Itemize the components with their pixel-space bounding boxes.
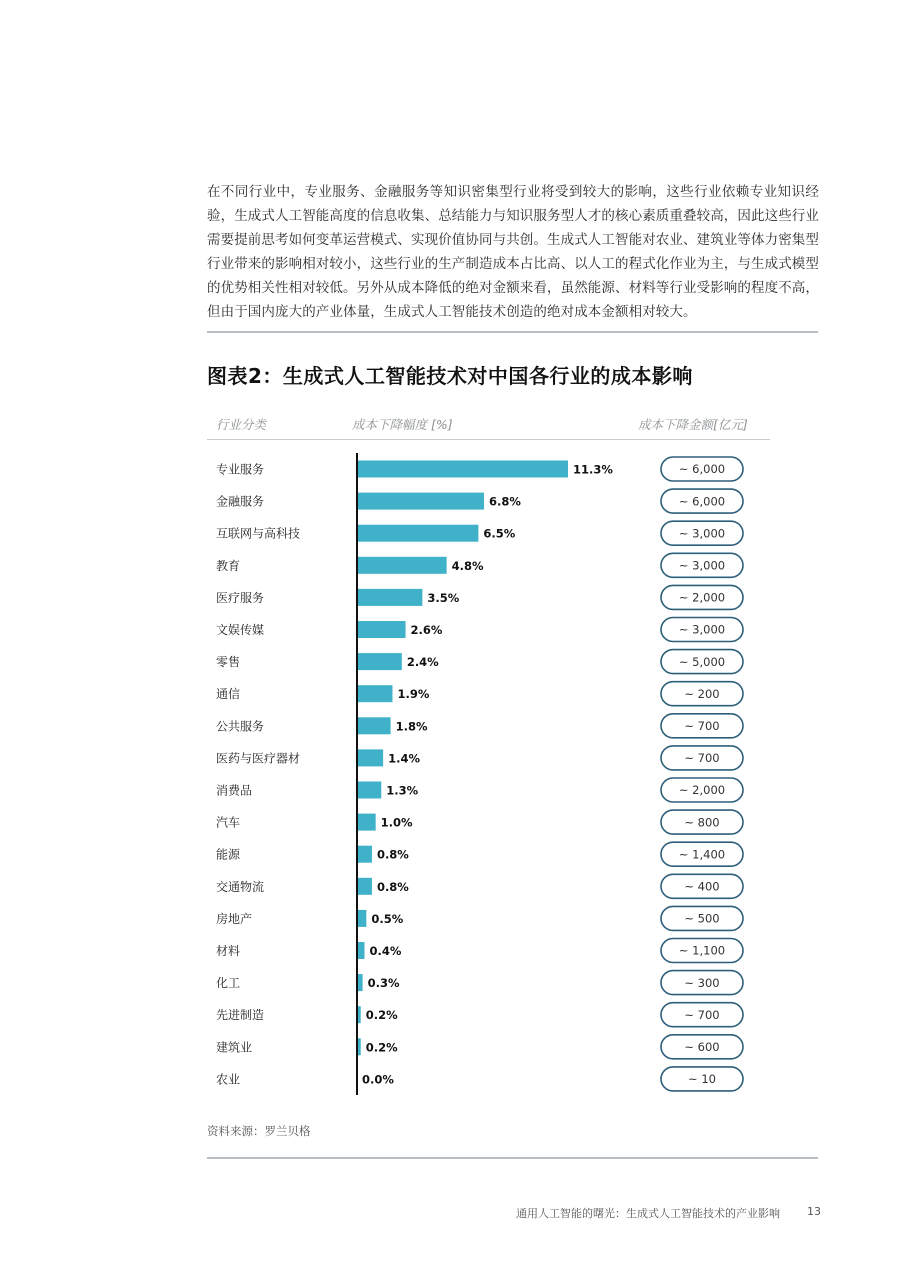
category-label: 农业 (216, 1072, 241, 1087)
bar-value-label: 1.3% (386, 783, 419, 798)
category-label: 互联网与高科技 (216, 526, 301, 541)
amount-label: ~ 6,000 (678, 462, 726, 477)
amount-label: ~ 10 (688, 1072, 716, 1087)
source-note: 资料来源：罗兰贝格 (207, 1124, 311, 1138)
bar-value-label: 1.8% (395, 719, 428, 734)
category-label: 公共服务 (216, 719, 265, 734)
chart-title: 图表2：生成式人工智能技术对中国各行业的成本影响 (207, 364, 693, 388)
bar-value-label: 2.4% (406, 655, 439, 670)
amount-label: ~ 3,000 (678, 622, 726, 637)
bar-value-label: 0.5% (371, 911, 404, 926)
amount-label: ~ 3,000 (678, 558, 726, 573)
amount-label: ~ 3,000 (678, 526, 726, 541)
amount-label: ~ 1,100 (678, 943, 726, 958)
bar-value-label: 6.8% (488, 494, 521, 509)
bar-value-label: 4.8% (451, 558, 484, 573)
bar-value-label: 0.2% (365, 1040, 398, 1055)
bar (357, 525, 478, 542)
category-label: 教育 (216, 558, 241, 573)
amount-label: ~ 2,000 (678, 783, 726, 798)
bar-value-label: 0.0% (362, 1072, 394, 1087)
bar-value-label: 1.4% (388, 751, 421, 766)
bar (357, 846, 372, 863)
body-paragraph: 在不同行业中，专业服务、金融服务等知识密集型行业将受到较大的影响，这些行业依赖专业知识经验，生成式人工智能高度的信息收集、总结能力与知识服务型人才的核心素质重叠较高，因此这些行业需要提前思考如何变革运营模式、实现价值协同与共创。生成式人工智能对农业、建筑业等体力密集型行业带来的影响相对较小，这些行业的生产制造成本占比高、以人工的程式化作业为主，与生成式模型的优势相关性相对较低。另外从成本降低的绝对金额来看，虽然能源、材料等行业受影响的程度不高，但由于国内庞大的产业体量，生成式人工智能技术创造的绝对成本金额相对较大。 (207, 184, 819, 320)
amount-label: ~ 600 (684, 1040, 720, 1054)
amount-label: ~ 1,400 (678, 847, 726, 862)
bar (357, 782, 381, 799)
category-label: 医疗服务 (216, 590, 265, 605)
amount-label: ~ 700 (684, 719, 720, 733)
reduction-pct-column-header: 成本下降幅度 [%] (352, 417, 453, 432)
bar (357, 717, 391, 734)
bar-value-label: 0.8% (376, 879, 409, 894)
footer-title: 通用人工智能的曙光：生成式人工智能技术的产业影响 (516, 1207, 780, 1220)
category-label: 能源 (216, 847, 241, 862)
bar (357, 910, 366, 927)
category-label: 消费品 (216, 783, 253, 798)
amount-label: ~ 6,000 (678, 494, 726, 509)
amount-label: ~ 800 (684, 815, 720, 830)
category-label: 建筑业 (216, 1040, 253, 1055)
category-label: 通信 (216, 687, 241, 702)
category-label: 文娱传媒 (216, 623, 265, 637)
amount-label: ~ 300 (684, 975, 720, 990)
amount-label: ~ 200 (684, 686, 720, 701)
bar (357, 749, 383, 766)
amount-label: ~ 5,000 (678, 654, 726, 669)
category-label: 汽车 (216, 815, 241, 830)
bar (357, 685, 392, 702)
bar (357, 653, 402, 670)
bar-value-label: 3.5% (427, 590, 460, 605)
bar (357, 493, 484, 510)
category-label: 房地产 (216, 911, 253, 926)
bar-value-label: 0.2% (365, 1008, 398, 1023)
bar (357, 621, 406, 638)
amount-label: ~ 700 (684, 751, 720, 766)
bar (357, 461, 568, 478)
bar-value-label: 0.4% (369, 944, 402, 958)
category-label: 先进制造 (216, 1008, 265, 1023)
amount-label: ~ 500 (684, 911, 720, 926)
page-number: 13 (807, 1205, 821, 1218)
reduction-amount-column-header: 成本下降金额[亿元] (638, 417, 748, 432)
category-label: 专业服务 (216, 462, 265, 477)
category-label: 零售 (216, 655, 241, 670)
amount-label: ~ 400 (684, 879, 720, 894)
bar (357, 942, 364, 959)
bar-value-label: 1.0% (380, 815, 413, 830)
bar-value-label: 0.8% (376, 847, 409, 862)
bar-value-label: 11.3% (573, 462, 613, 477)
amount-label: ~ 700 (684, 1007, 720, 1022)
bar-value-label: 0.3% (367, 976, 400, 991)
amount-label: ~ 2,000 (678, 590, 726, 605)
bar (357, 557, 447, 574)
category-label: 化工 (216, 976, 241, 991)
bar-value-label: 6.5% (483, 526, 516, 541)
bar (357, 878, 372, 895)
category-label: 材料 (216, 944, 241, 958)
industry-column-header: 行业分类 (216, 417, 267, 432)
category-label: 金融服务 (216, 494, 265, 509)
bar (357, 589, 422, 606)
category-label: 医药与医疗器材 (216, 751, 301, 766)
bar (357, 814, 376, 831)
bar-value-label: 2.6% (410, 623, 443, 637)
bar-value-label: 1.9% (397, 687, 430, 702)
category-label: 交通物流 (216, 879, 265, 894)
bottom-divider (207, 1157, 818, 1159)
